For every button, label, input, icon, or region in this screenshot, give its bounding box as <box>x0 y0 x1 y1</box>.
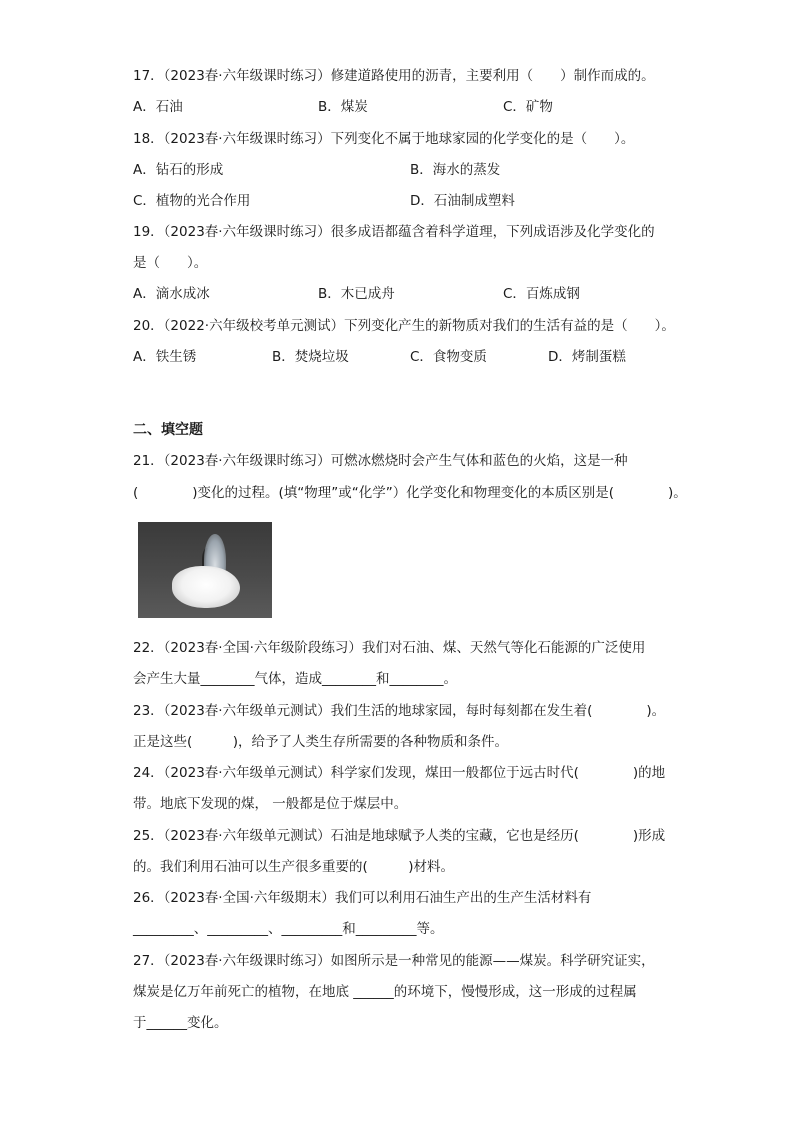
q24-line2: 带。地底下发现的煤， 一般都是位于煤层中。 <box>133 796 408 812</box>
q22-line2: 会产生大量________气体，造成________和________。 <box>133 671 457 687</box>
q23-line1: 23．（2023春·六年级单元测试）我们生活的地球家园，每时每刻都在发生着( )。 <box>133 703 666 719</box>
q26-line2: _________、_________、_________和_________等。 <box>133 921 444 937</box>
q18-stem: 18．（2023春·六年级课时练习）下列变化不属于地球家园的化学变化的是（ ）。 <box>133 131 635 147</box>
q25-line2: 的。我们利用石油可以生产很多重要的( )材料。 <box>133 859 455 875</box>
q17-option-b: B．煤炭 <box>318 99 368 115</box>
q17-option-c: C．矿物 <box>503 99 553 115</box>
q20-option-b: B．焚烧垃圾 <box>272 349 349 365</box>
q20-option-c: C．食物变质 <box>410 349 487 365</box>
q20-stem: 20．（2022·六年级校考单元测试）下列变化产生的新物质对我们的生活有益的是（ ）。 <box>133 318 675 334</box>
q26-line1: 26．（2023春·全国·六年级期末）我们可以利用石油生产出的生产生活材料有 <box>133 890 592 906</box>
ice-chunk-shape <box>172 566 240 608</box>
q27-line2: 煤炭是亿万年前死亡的植物，在地底 ______的环境下，慢慢形成，这一形成的过程属 <box>133 984 637 1000</box>
q19-option-c: C．百炼成钢 <box>503 286 580 302</box>
q22-line1: 22．（2023春·全国·六年级阶段练习）我们对石油、煤、天然气等化石能源的广泛使用 <box>133 640 646 656</box>
q21-line2: ( )变化的过程。(填“物理”或“化学”）化学变化和物理变化的本质区别是( )。 <box>133 485 687 501</box>
q17-option-a: A．石油 <box>133 99 183 115</box>
q27-line3: 于______变化。 <box>133 1015 228 1031</box>
q23-line2: 正是这些( )，给予了人类生存所需要的各种物质和条件。 <box>133 734 509 750</box>
q25-line1: 25．（2023春·六年级单元测试）石油是地球赋予人类的宝藏，它也是经历( )形成 <box>133 828 666 844</box>
q20-option-a: A．铁生锈 <box>133 349 197 365</box>
q20-option-d: D．烤制蛋糕 <box>548 349 626 365</box>
q18-option-a: A．钻石的形成 <box>133 162 224 178</box>
q21-line1: 21．（2023春·六年级课时练习）可燃冰燃烧时会产生气体和蓝色的火焰，这是一种 <box>133 453 628 469</box>
q17-stem: 17．（2023春·六年级课时练习）修建道路使用的沥青，主要利用（ ）制作而成的。 <box>133 68 655 84</box>
q24-line1: 24．（2023春·六年级单元测试）科学家们发现，煤田一般都位于远古时代( )的地 <box>133 765 666 781</box>
q27-line1: 27．（2023春·六年级课时练习）如图所示是一种常见的能源——煤炭。科学研究证实， <box>133 953 655 969</box>
q19-stem-line2: 是（ ）。 <box>133 255 208 271</box>
q19-option-a: A．滴水成冰 <box>133 286 210 302</box>
q18-option-d: D．石油制成塑料 <box>410 193 515 209</box>
section-title-fill-in: 二、填空题 <box>133 422 203 438</box>
q18-option-c: C．植物的光合作用 <box>133 193 251 209</box>
q18-option-b: B．海水的蒸发 <box>410 162 501 178</box>
q19-option-b: B．木已成舟 <box>318 286 395 302</box>
q19-stem-line1: 19．（2023春·六年级课时练习）很多成语都蕴含着科学道理，下列成语涉及化学变化的 <box>133 224 655 240</box>
combustible-ice-photo <box>138 522 272 618</box>
